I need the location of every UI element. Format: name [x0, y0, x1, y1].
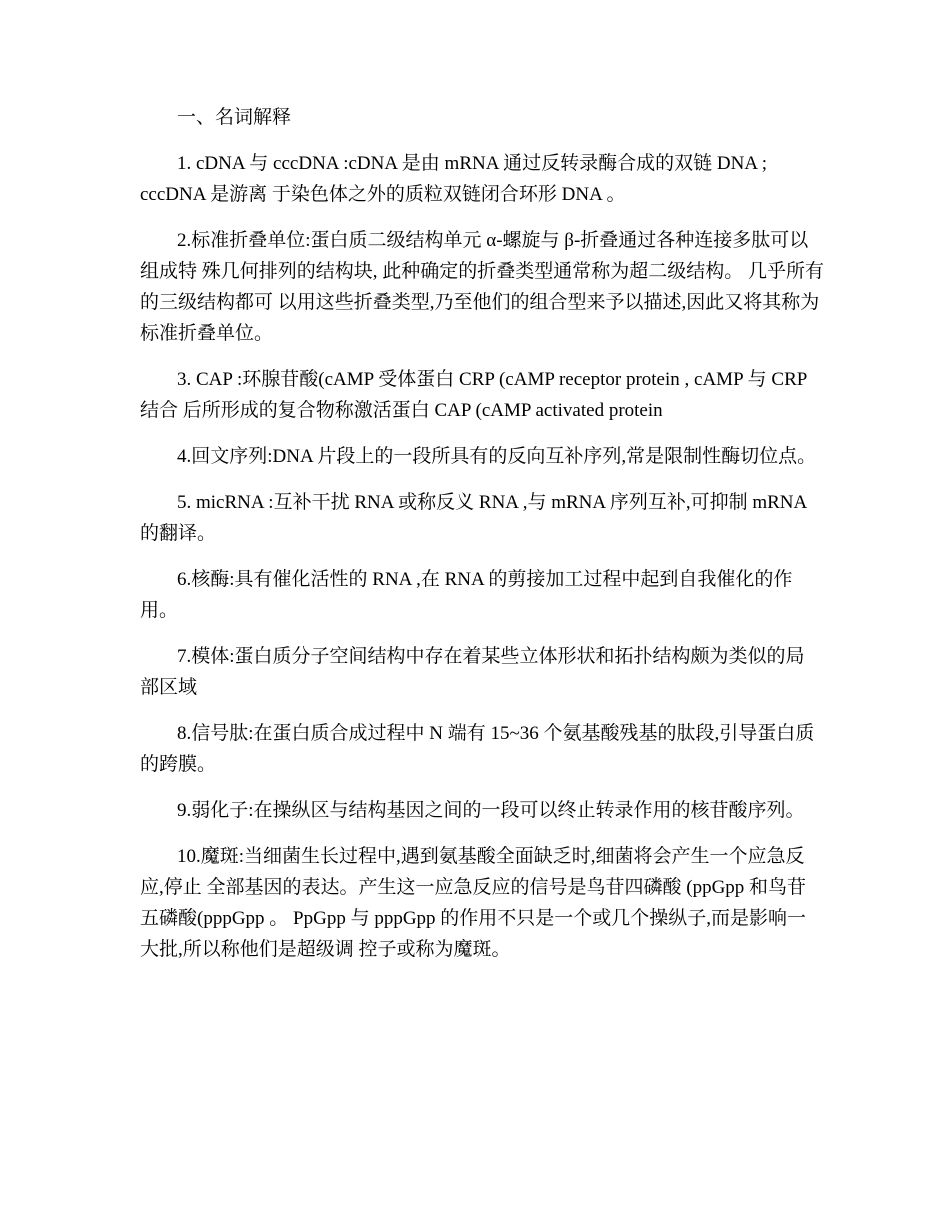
definition-paragraph: [140, 364, 806, 426]
definition-paragraph: [140, 225, 825, 349]
section-title: 一、名词解释: [177, 107, 292, 128]
paragraph-line: 结合 后所形成的复合物称激活蛋白 CAP (cAMP activated protein: [140, 400, 663, 421]
paragraph-line: 3. CAP :环腺苷酸(cAMP 受体蛋白 CRP (cAMP receptor protein , cAMP 与 CRP: [177, 369, 808, 390]
paragraph-line: 8.信号肽:在蛋白质合成过程中 N 端有 15~36 个氨基酸残基的肽段,引导蛋白质: [177, 723, 815, 744]
paragraph-line: 五磷酸(pppGpp 。 PpGpp 与 pppGpp 的作用不只是一个或几个操纵子,而是影响一: [140, 908, 807, 929]
definition-paragraph: [140, 487, 806, 549]
paragraph-line: 的跨膜。: [140, 754, 217, 775]
paragraph-line: 应,停止 全部基因的表达。产生这一应急反应的信号是鸟苷四磷酸 (ppGpp 和鸟苷: [140, 877, 807, 898]
paragraph-line: cccDNA 是游离 于染色体之外的质粒双链闭合环形 DNA 。: [140, 184, 626, 205]
paragraph-line: 大批,所以称他们是超级调 控子或称为魔斑。: [140, 939, 511, 960]
paragraph-line: 1. cDNA 与 cccDNA :cDNA 是由 mRNA 通过反转录酶合成的双链 DNA ;: [177, 153, 768, 174]
definition-paragraph: [140, 441, 817, 472]
paragraph-line: 标准折叠单位。: [140, 323, 274, 344]
paragraph-line: 的翻译。: [140, 523, 217, 544]
document-page: [140, 102, 825, 980]
definition-paragraph: [140, 718, 815, 780]
definition-paragraph: [140, 641, 806, 703]
definition-paragraph: [140, 564, 806, 626]
paragraph-line: 9.弱化子:在操纵区与结构基因之间的一段可以终止转录作用的核苷酸序列。: [177, 800, 805, 821]
paragraph-line: 6.核酶:具有催化活性的 RNA ,在 RNA 的剪接加工过程中起到自我催化的作: [177, 569, 793, 590]
paragraph-line: 2.标准折叠单位:蛋白质二级结构单元 α-螺旋与 β-折叠通过各种连接多肽可以: [177, 230, 809, 251]
paragraph-line: 部区域: [140, 677, 198, 698]
definition-paragraph: [140, 148, 806, 210]
paragraph-line: 4.回文序列:DNA 片段上的一段所具有的反向互补序列,常是限制性酶切位点。: [177, 446, 817, 467]
paragraph-line: 7.模体:蛋白质分子空间结构中存在着某些立体形状和拓扑结构颇为类似的局: [177, 646, 805, 667]
definition-paragraph: [140, 841, 806, 965]
paragraph-line: 的三级结构都可 以用这些折叠类型,乃至他们的组合型来予以描述,因此又将其称为: [140, 292, 820, 313]
paragraph-line: 10.魔斑:当细菌生长过程中,遇到氨基酸全面缺乏时,细菌将会产生一个应急反: [177, 846, 805, 867]
paragraph-line: 组成特 殊几何排列的结构块, 此种确定的折叠类型通常称为超二级结构。 几乎所有: [140, 261, 825, 282]
paragraph-line: 用。: [140, 600, 179, 621]
definition-paragraph: [140, 795, 806, 826]
paragraph-line: 5. micRNA :互补干扰 RNA 或称反义 RNA ,与 mRNA 序列互补,可抑制 mRNA: [177, 492, 808, 513]
